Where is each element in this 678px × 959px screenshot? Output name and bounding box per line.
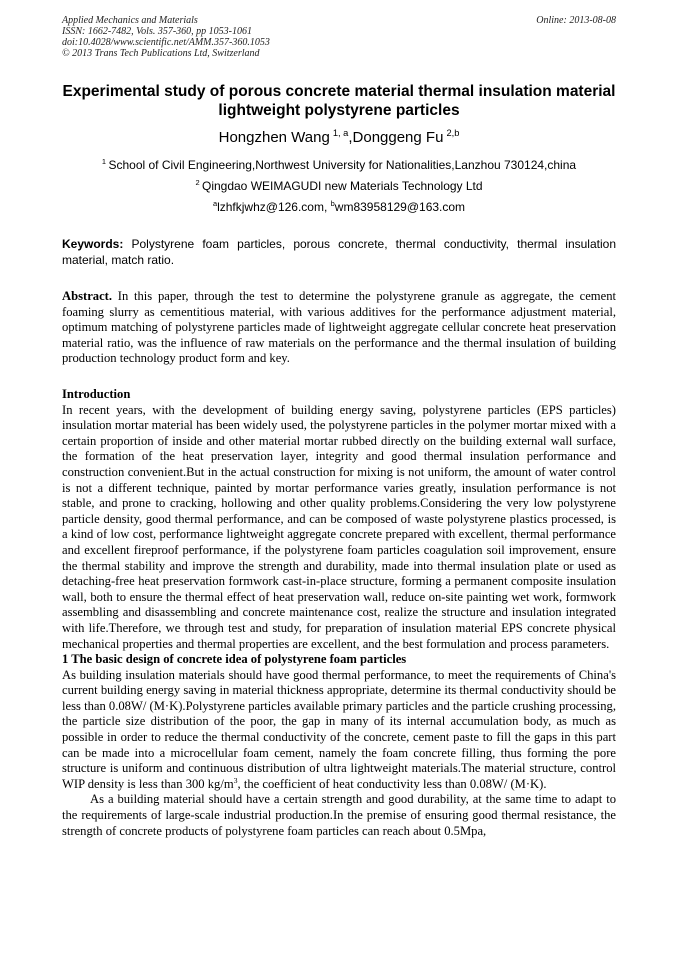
main-text — [62, 387, 616, 839]
email-mark: a — [212, 199, 218, 208]
superscript: 3 — [233, 775, 238, 785]
paragraph: As a building material should have a certain strength and good durability, at the same time to adapt to the requirements of large-scale industrial production.In the premise of ensuring good thermal resistance, the strength of concrete products of polystyrene foam particles can reach about 0.5Mpa, — [62, 792, 616, 838]
author-affiliation-mark: 1, a — [332, 128, 349, 138]
doi-line: doi:10.4028/www.scientific.net/AMM.357-360.1053 — [62, 37, 270, 48]
paragraph-text: , the coefficient of heat conductivity less than 0.08W/ (M·K). — [237, 776, 547, 791]
email-address: wm83958129@163.com — [334, 200, 466, 214]
author-name: Hongzhen Wang — [218, 129, 330, 146]
section-heading: Introduction — [62, 387, 131, 401]
keywords-block — [62, 237, 616, 268]
online-date: Online: 2013-08-08 — [536, 15, 616, 26]
keywords-text: Polystyrene foam particles, porous concrete, thermal conductivity, thermal insulation material, match ratio. — [62, 237, 616, 267]
author-name: Donggeng Fu — [352, 129, 444, 146]
author-separator: , — [348, 129, 353, 146]
affiliation-text: Qingdao WEIMAGUDI new Materials Technology Ltd — [201, 179, 483, 193]
author-affiliation-mark: 2,b — [446, 128, 460, 138]
paper-title: Experimental study of porous concrete material thermal insulation material lightweight polystyrene particles — [62, 83, 616, 119]
keywords-label: Keywords: — [62, 237, 124, 251]
section-heading: 1 The basic design of concrete idea of polystyrene foam particles — [62, 652, 407, 667]
author-line — [62, 128, 616, 147]
abstract-block — [62, 289, 616, 367]
journal-header — [62, 15, 616, 59]
email-line — [62, 200, 616, 215]
paragraph: In recent years, with the development of building energy saving, polystyrene particles (EPS particles) insulation mortar material has been widely used, the polystyrene particles in the polymer mortar mixed with a certain proportion of inside and other material mortar rubbed directly on the building external wall surface, the formation of the heat preservation layer, integrity and good thermal insulation performance and construction convenient.But in the actual construction for mixing is not uniform, the amount of water control is not a different technique, painted by mortar performance varies greatly, insulation performance is not stable, and prone to cracking, hollowing and other quality problems.Considering the very low polystyrene particle density, good thermal performance, and can be composed of waste polystyrene plastics processed, is a kind of low cost, performance lightweight aggregate concrete prepared with excellent, thermal performance and excellent fireproof performance, if the polystyrene foam particles coagulation soil improvement, ensure the thermal stability and improve the strength and durability, made into thermal insulation plate or used as detaching-free heat preservation formwork cast-in-place structure, forming a permanent composite insulation wall, both to ensure the thermal effect of heat preservation wall, reduce on-site painting wet work, formwork assembling and disassembling and concrete maintenance cost, realize the structure and insulation integrated with life.Therefore, we through test and study, for preparation of insulation material EPS concrete physical mechanical properties and thermal properties are excellent, and the best formulation and process parameters. — [62, 402, 616, 651]
affiliation-number: 1 — [101, 157, 107, 166]
copyright-line: © 2013 Trans Tech Publications Ltd, Switzerland — [62, 48, 260, 59]
affiliation-number: 2 — [195, 178, 200, 187]
email-mark: b — [330, 199, 335, 208]
affiliation-1 — [62, 158, 616, 173]
journal-name: Applied Mechanics and Materials — [62, 15, 198, 26]
paragraph — [62, 668, 616, 793]
affiliation-text: School of Civil Engineering,Northwest University for Nationalities,Lanzhou 730124,china — [108, 158, 577, 172]
email-address: lzhfkjwhz@126.com, — [217, 200, 331, 214]
abstract-label: Abstract. — [62, 289, 113, 303]
abstract-text: In this paper, through the test to determine the polystyrene granule as aggregate, the cement foaming slurry as cementitious material, with various additives for the performance adjustment material, optimum matching of polystyrene particles made of lightweight aggregate cellular concrete heat preservation material ratio, was the influence of raw materials on the performance and the thermal insulation of building production technology product form and key. — [62, 289, 616, 366]
paragraph-text: As building insulation materials should have good thermal performance, to meet the requirements of China's current building energy saving in material thickness appropriate, determine its thermal conductivity should be less than 0.08W/ (M·K).Polystyrene particles available primary particles and the particle crushing processing, the particle size distribution of the poor, the gap in many of its internal accumulation body, as much as possible in order to reduce the thermal conductivity of the concrete, cement paste to fill the gaps in this part can be made into a microcellular foam cement, namely the foam concrete filling, thus forming the pore structure is uniform and continuous distribution of ultra lightweight materials.The material structure, control WIP density is less than 300 kg/m — [62, 667, 616, 791]
issn-line: ISSN: 1662-7482, Vols. 357-360, pp 1053-1061 — [62, 26, 252, 37]
affiliation-2 — [62, 179, 616, 194]
